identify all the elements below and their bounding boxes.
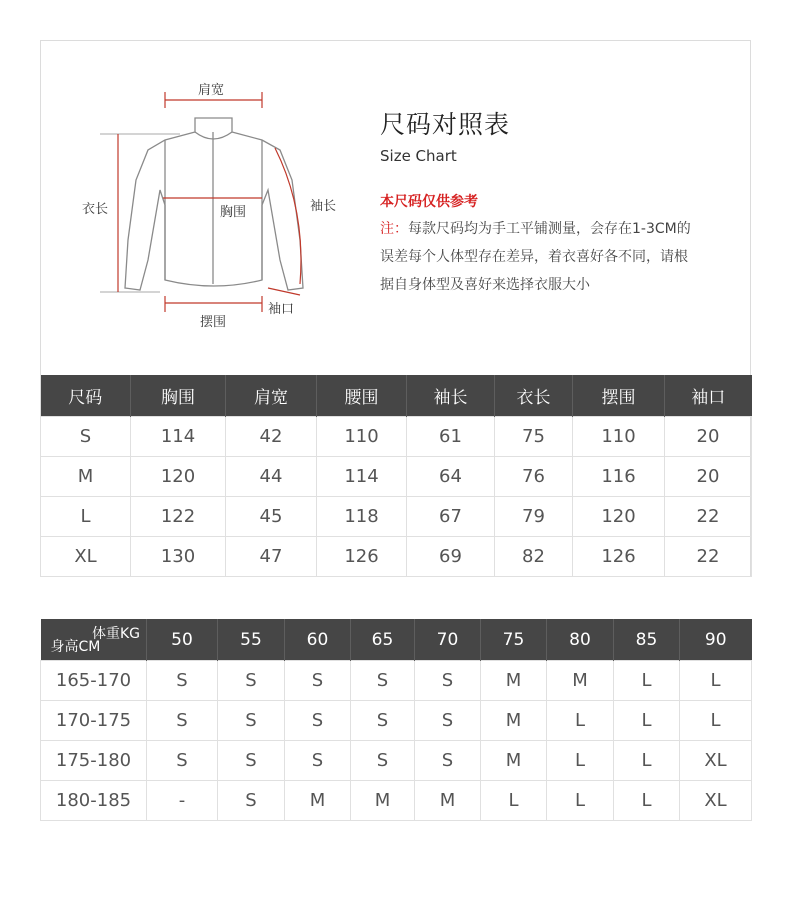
info-block xyxy=(380,105,740,299)
measurement-cell: 126 xyxy=(573,537,665,577)
height-axis-label: 身高CM xyxy=(50,639,101,655)
chest-label: 胸围 xyxy=(220,205,247,220)
size-col-header: 腰围 xyxy=(317,375,407,417)
page-subtitle: Size Chart xyxy=(380,147,457,165)
cuff-label: 袖口 xyxy=(268,302,295,317)
recommended-size-cell: S xyxy=(285,701,351,741)
measurement-cell: 116 xyxy=(573,457,665,497)
recommended-size-cell: S xyxy=(147,741,218,781)
measurement-cell: 42 xyxy=(226,417,317,457)
fit-table-corner xyxy=(41,619,147,661)
measurement-cell: 118 xyxy=(317,497,407,537)
measurement-cell: 130 xyxy=(131,537,226,577)
recommended-size-cell: S xyxy=(351,661,415,701)
weight-axis-label: 体重KG xyxy=(91,626,140,642)
recommended-size-cell: S xyxy=(285,661,351,701)
shoulder-label: 肩宽 xyxy=(198,83,225,98)
recommended-size-cell: S xyxy=(415,741,481,781)
size-col-header: 尺码 xyxy=(41,375,131,417)
measurement-cell: 120 xyxy=(573,497,665,537)
recommended-size-cell: S xyxy=(218,741,285,781)
recommended-size-cell: M xyxy=(481,701,547,741)
length-label: 衣长 xyxy=(82,202,109,217)
measurement-cell: 110 xyxy=(573,417,665,457)
fit-table-body xyxy=(41,661,752,821)
note-text-1: 每款尺码均为手工平铺测量，会存在1-3CM的 xyxy=(408,221,691,237)
recommended-size-cell: L xyxy=(547,781,614,821)
measurement-cell: 110 xyxy=(317,417,407,457)
height-range-cell: 175-180 xyxy=(41,741,147,781)
size-table xyxy=(40,375,752,577)
weight-col-header: 75 xyxy=(481,619,547,661)
table-row xyxy=(41,781,752,821)
page-title: 尺码对照表 xyxy=(380,110,511,139)
note-label: 注： xyxy=(380,221,408,237)
recommended-size-cell: S xyxy=(147,701,218,741)
measurement-cell: 47 xyxy=(226,537,317,577)
size-label-cell: S xyxy=(41,417,131,457)
table-row xyxy=(41,701,752,741)
weight-col-header: 90 xyxy=(680,619,752,661)
measurement-cell: 20 xyxy=(665,457,752,497)
reference-notice: 本尺码仅供参考 xyxy=(380,194,478,210)
table-row xyxy=(41,457,752,497)
measurement-cell: 82 xyxy=(495,537,573,577)
measurement-note xyxy=(380,215,740,299)
size-col-header: 袖口 xyxy=(665,375,752,417)
recommended-size-cell: M xyxy=(415,781,481,821)
measurement-cell: 79 xyxy=(495,497,573,537)
recommended-size-cell: L xyxy=(547,741,614,781)
height-range-cell: 165-170 xyxy=(41,661,147,701)
recommended-size-cell: L xyxy=(614,661,680,701)
size-label-cell: XL xyxy=(41,537,131,577)
table-row xyxy=(41,661,752,701)
recommended-size-cell: L xyxy=(547,701,614,741)
measurement-cell: 22 xyxy=(665,497,752,537)
recommended-size-cell: XL xyxy=(680,741,752,781)
measurement-cell: 114 xyxy=(131,417,226,457)
recommended-size-cell: M xyxy=(481,661,547,701)
measurement-cell: 120 xyxy=(131,457,226,497)
recommended-size-cell: S xyxy=(415,661,481,701)
hem-label: 摆围 xyxy=(200,315,227,330)
recommended-size-cell: - xyxy=(147,781,218,821)
weight-col-header: 85 xyxy=(614,619,680,661)
recommended-size-cell: L xyxy=(614,741,680,781)
size-table-body xyxy=(41,417,752,577)
recommended-size-cell: L xyxy=(680,661,752,701)
recommended-size-cell: M xyxy=(547,661,614,701)
note-line-3: 据自身体型及喜好来选择衣服大小 xyxy=(380,277,590,293)
recommended-size-cell: S xyxy=(218,781,285,821)
size-label-cell: M xyxy=(41,457,131,497)
weight-col-header: 55 xyxy=(218,619,285,661)
size-col-header: 肩宽 xyxy=(226,375,317,417)
measurement-cell: 69 xyxy=(407,537,495,577)
size-col-header: 衣长 xyxy=(495,375,573,417)
measurement-cell: 61 xyxy=(407,417,495,457)
size-col-header: 摆围 xyxy=(573,375,665,417)
height-range-cell: 180-185 xyxy=(41,781,147,821)
measurement-cell: 64 xyxy=(407,457,495,497)
weight-col-header: 50 xyxy=(147,619,218,661)
recommended-size-cell: L xyxy=(614,701,680,741)
measurement-cell: 114 xyxy=(317,457,407,497)
fit-table-header xyxy=(41,619,752,661)
recommended-size-cell: M xyxy=(351,781,415,821)
jacket-diagram xyxy=(60,60,360,360)
table-row xyxy=(41,537,752,577)
recommended-size-cell: S xyxy=(218,701,285,741)
height-range-cell: 170-175 xyxy=(41,701,147,741)
measurement-cell: 67 xyxy=(407,497,495,537)
recommended-size-cell: L xyxy=(481,781,547,821)
recommended-size-cell: S xyxy=(218,661,285,701)
weight-col-header: 70 xyxy=(415,619,481,661)
recommended-size-cell: M xyxy=(481,741,547,781)
measurement-cell: 20 xyxy=(665,417,752,457)
weight-col-header: 60 xyxy=(285,619,351,661)
measurement-cell: 45 xyxy=(226,497,317,537)
recommended-size-cell: XL xyxy=(680,781,752,821)
recommended-size-cell: S xyxy=(351,701,415,741)
recommended-size-cell: S xyxy=(415,701,481,741)
sleeve-label: 袖长 xyxy=(310,199,337,214)
recommended-size-cell: S xyxy=(285,741,351,781)
measurement-cell: 76 xyxy=(495,457,573,497)
note-line-1 xyxy=(380,215,740,243)
fit-table xyxy=(40,619,752,821)
recommended-size-cell: S xyxy=(147,661,218,701)
jacket-outline xyxy=(125,118,303,290)
table-row xyxy=(41,741,752,781)
recommended-size-cell: L xyxy=(680,701,752,741)
measurement-cell: 126 xyxy=(317,537,407,577)
note-line-2: 误差每个人体型存在差异，着衣喜好各不同，请根 xyxy=(380,249,688,265)
measurement-cell: 22 xyxy=(665,537,752,577)
measurement-cell: 44 xyxy=(226,457,317,497)
size-table-header xyxy=(41,375,752,417)
size-col-header: 胸围 xyxy=(131,375,226,417)
size-label-cell: L xyxy=(41,497,131,537)
recommended-size-cell: M xyxy=(285,781,351,821)
table-row xyxy=(41,417,752,457)
measurement-cell: 75 xyxy=(495,417,573,457)
weight-col-header: 80 xyxy=(547,619,614,661)
recommended-size-cell: S xyxy=(351,741,415,781)
size-col-header: 袖长 xyxy=(407,375,495,417)
weight-col-header: 65 xyxy=(351,619,415,661)
table-row xyxy=(41,497,752,537)
measure-lines xyxy=(100,92,301,312)
recommended-size-cell: L xyxy=(614,781,680,821)
measurement-cell: 122 xyxy=(131,497,226,537)
